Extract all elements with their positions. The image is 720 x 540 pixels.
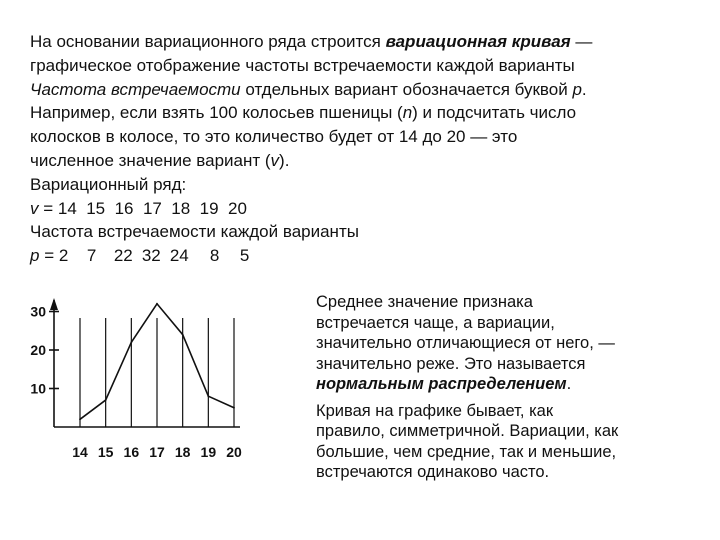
intro-text: ). <box>279 150 290 170</box>
intro-line-9: Частота встречаемости каждой варианты <box>30 222 359 242</box>
data-point <box>182 334 184 336</box>
data-point <box>233 407 235 409</box>
y-tick-label: 10 <box>30 380 46 397</box>
term-normal-distribution: нормальным распределением <box>316 375 567 393</box>
side-line: значительно реже. Это называется <box>316 354 586 373</box>
intro-text: . <box>581 79 587 99</box>
side-line: встречаются одинаково часто. <box>316 463 550 481</box>
side-line: Среднее значение признака <box>316 293 533 311</box>
side-line-term <box>316 374 706 395</box>
letter-n: n <box>402 103 413 123</box>
y-tick-label: 30 <box>30 303 46 320</box>
p-value: 32 <box>141 246 161 266</box>
data-point <box>207 395 209 397</box>
data-point <box>130 341 132 343</box>
data-point <box>105 399 107 401</box>
term-frequency: Частота встречаемости <box>30 79 241 99</box>
x-tick-label: 16 <box>123 444 140 460</box>
data-point <box>156 303 158 305</box>
intro-text: На основании вариационного ряда строится <box>30 32 386 51</box>
letter-p: p <box>30 246 40 266</box>
p-value: 5 <box>239 246 250 266</box>
intro-text: ) и подсчитать число <box>412 103 577 123</box>
letter-p: р <box>572 79 582 99</box>
p-value: 7 <box>86 246 97 266</box>
side-line: значительно отличающиеся от него, — <box>316 334 615 352</box>
v-values: = 14 15 16 17 18 19 20 <box>38 198 247 218</box>
y-axis-arrow <box>50 298 58 310</box>
intro-text: численное значение вариант ( <box>30 150 271 170</box>
p-value: 24 <box>169 246 189 266</box>
intro-line-5: колосков в колосе, то это количество будет от 14 до 20 — это <box>30 127 518 147</box>
intro-line-7: Вариационный ряд: <box>30 174 187 194</box>
term-variation-curve: вариационная кривая <box>385 32 571 51</box>
intro-text: — <box>570 32 593 51</box>
p-equals: = <box>39 246 59 266</box>
letter-v: v <box>270 150 280 170</box>
data-point <box>79 418 81 420</box>
intro-text: Например, если взять 100 колосьев пшеницы ( <box>30 103 403 123</box>
side-line: встречается чаще, а вариации, <box>316 313 555 332</box>
letter-v: v <box>30 198 39 218</box>
p-value: 8 <box>209 246 220 266</box>
y-tick-label: 20 <box>30 342 46 358</box>
x-tick-label: 17 <box>149 444 165 460</box>
intro-line-2: графическое отображение частоты встречаемости каждой варианты <box>30 55 575 75</box>
x-tick-label: 18 <box>174 444 191 460</box>
side-text <box>316 292 706 483</box>
p-value: 2 <box>58 246 69 266</box>
side-line: большие, чем средние, так и меньшие, <box>316 442 617 461</box>
x-tick-label: 15 <box>97 444 114 460</box>
side-line: правило, симметричной. Вариации, как <box>316 422 619 440</box>
side-line: Кривая на графике бывает, как <box>316 401 554 420</box>
intro-text: отдельных вариант обозначается буквой <box>240 79 573 99</box>
p-value: 22 <box>113 246 133 266</box>
side-text-end: . <box>566 375 572 393</box>
x-tick-label: 19 <box>200 444 217 460</box>
x-tick-label: 14 <box>72 444 88 460</box>
x-tick-label: 20 <box>226 444 242 460</box>
